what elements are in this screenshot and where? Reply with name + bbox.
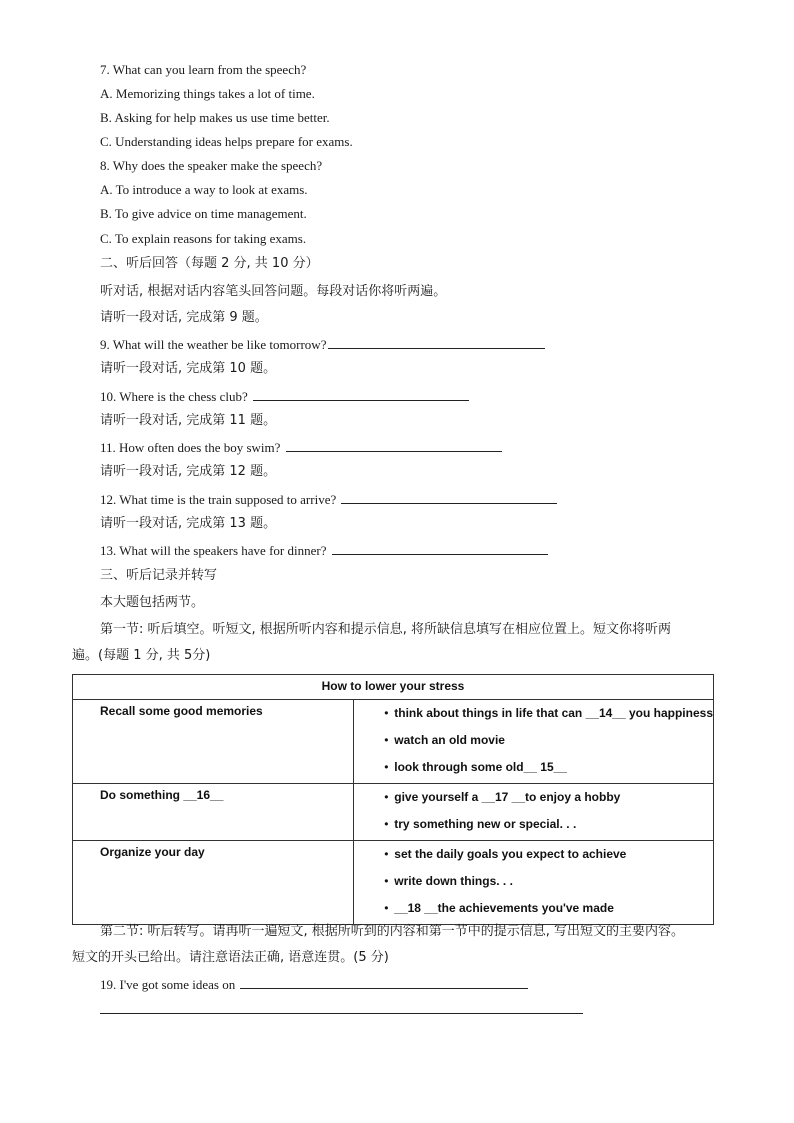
- list-item: • give yourself a __17 __to enjoy a hobby: [384, 790, 621, 804]
- answer-blank-12[interactable]: [341, 491, 557, 504]
- answer-line-12: [100, 491, 557, 508]
- part1-instruction-line2: 遍。(每题 1 分, 共 5分): [72, 648, 211, 663]
- question-11: 11. How often does the boy swim?: [100, 440, 284, 455]
- table-title: How to lower your stress: [73, 675, 714, 700]
- table-row: [73, 841, 714, 925]
- answer-line-9: [100, 336, 545, 353]
- answer-line-19: [100, 976, 528, 993]
- answer-blank-13[interactable]: [332, 542, 548, 555]
- answer-blank-9[interactable]: [328, 336, 545, 349]
- table-row-label: Organize your day: [73, 841, 354, 925]
- option-8b: B. To give advice on time management.: [100, 206, 307, 221]
- list-item: • try something new or special. . .: [384, 817, 577, 831]
- list-item: • write down things. . .: [384, 874, 513, 888]
- question-10: 10. Where is the chess club?: [100, 389, 252, 404]
- section2-instruction: 听对话, 根据对话内容笔头回答问题。每段对话你将听两遍。: [100, 284, 447, 299]
- option-7b: B. Asking for help makes us use time better.: [100, 110, 330, 125]
- question-7: 7. What can you learn from the speech?: [100, 62, 307, 77]
- part2-instruction-line2: 短文的开头已给出。请注意语法正确, 语意连贯。(5 分): [72, 950, 389, 965]
- answer-line-13: [100, 542, 548, 559]
- table-row-label: Recall some good memories: [73, 700, 354, 784]
- section3-heading: 三、听后记录并转写: [100, 568, 218, 583]
- option-7a: A. Memorizing things takes a lot of time.: [100, 86, 315, 101]
- question-12: 12. What time is the train supposed to arrive?: [100, 492, 340, 507]
- list-item: • set the daily goals you expect to achieve: [384, 847, 627, 861]
- answer-blank-11[interactable]: [286, 439, 502, 452]
- question-8: 8. Why does the speaker make the speech?: [100, 158, 323, 173]
- option-7c: C. Understanding ideas helps prepare for exams.: [100, 134, 353, 149]
- section3-intro: 本大题包括两节。: [100, 595, 205, 610]
- prompt-11: 请听一段对话, 完成第 11 题。: [100, 413, 277, 428]
- table-row-bullets: [354, 700, 714, 784]
- list-item: • __18 __the achievements you've made: [384, 901, 614, 915]
- table-row: [73, 784, 714, 841]
- table-row: [73, 700, 714, 784]
- option-8c: C. To explain reasons for taking exams.: [100, 231, 307, 246]
- list-item: • watch an old movie: [384, 733, 505, 747]
- list-item: • think about things in life that can __14__ you happiness: [384, 706, 713, 720]
- prompt-9: 请听一段对话, 完成第 9 题。: [100, 310, 268, 325]
- table-row-bullets: [354, 841, 714, 925]
- question-13: 13. What will the speakers have for dinner?: [100, 543, 330, 558]
- answer-blank-10[interactable]: [253, 388, 469, 401]
- table-row-bullets: [354, 784, 714, 841]
- prompt-13: 请听一段对话, 完成第 13 题。: [100, 516, 277, 531]
- answer-blank-19-continued[interactable]: [100, 1013, 583, 1014]
- prompt-12: 请听一段对话, 完成第 12 题。: [100, 464, 277, 479]
- part2-instruction-line1: 第二节: 听后转写。请再听一遍短文, 根据所听到的内容和第一节中的提示信息, 写出短文的主要内容。: [100, 924, 685, 939]
- section2-heading: 二、听后回答（每题 2 分, 共 10 分）: [100, 256, 319, 271]
- question-9: 9. What will the weather be like tomorrow?: [100, 337, 327, 352]
- part1-instruction-line1: 第一节: 听后填空。听短文, 根据所听内容和提示信息, 将所缺信息填写在相应位置上。短文你将听两: [100, 622, 672, 637]
- option-8a: A. To introduce a way to look at exams.: [100, 182, 308, 197]
- answer-line-11: [100, 439, 502, 456]
- prompt-10: 请听一段对话, 完成第 10 题。: [100, 361, 277, 376]
- table-row-label: Do something __16__: [73, 784, 354, 841]
- stress-table: [72, 674, 714, 925]
- answer-blank-19[interactable]: [240, 976, 528, 989]
- list-item: • look through some old__ 15__: [384, 760, 567, 774]
- answer-line-10: [100, 388, 469, 405]
- question-19: 19. I've got some ideas on: [100, 977, 239, 992]
